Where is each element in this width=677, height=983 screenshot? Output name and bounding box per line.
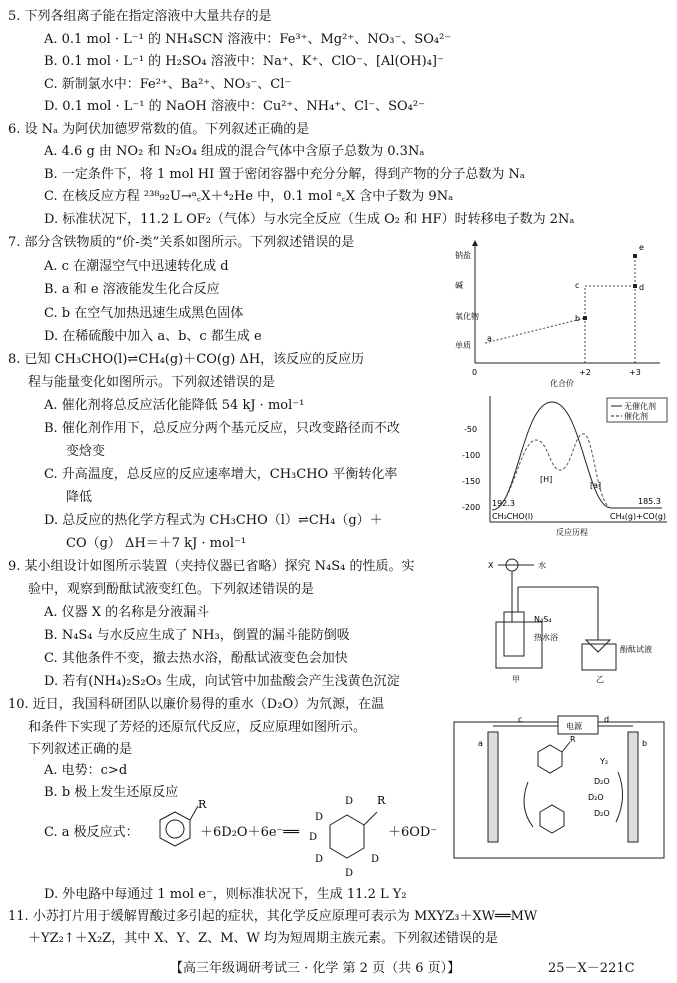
q11-stem-line1: 11. 小苏打片用于缓解胃酸过多引起的症状，其化学反应原理可表示为 MXYZ₃＋XW══MW bbox=[8, 909, 538, 924]
y-label-element: 单质 bbox=[455, 341, 471, 350]
energy-profile-figure bbox=[462, 392, 672, 542]
label-water: 水 bbox=[538, 561, 546, 570]
x-tick-0: 0 bbox=[472, 368, 478, 377]
d-bottom: D bbox=[345, 868, 354, 879]
d-lower-left: D bbox=[315, 854, 324, 865]
y-label-oxide: 氧化物 bbox=[455, 312, 479, 321]
intermediate-label-2: [a] bbox=[590, 481, 602, 490]
point-a: a bbox=[487, 334, 492, 343]
q6-option-c: C. 在核反应方程 ²³⁸₉₂U→ᵃ꜀X＋⁴₂He 中，0.1 mol ᵃ꜀X 含中子数为 9Nₐ bbox=[44, 189, 454, 204]
q5-stem: 5. 下列各组离子能在指定溶液中大量共存的是 bbox=[8, 9, 272, 24]
electrode-a: a bbox=[478, 739, 483, 748]
valence-class-figure bbox=[455, 238, 670, 388]
d-left: D bbox=[309, 832, 318, 843]
q5-option-c: C. 新制氯水中：Fe²⁺、Ba²⁺、NO₃⁻、Cl⁻ bbox=[44, 77, 292, 92]
q10-option-c-prefix: C. a 极反应式： bbox=[44, 825, 139, 840]
q7-option-b: B. a 和 e 溶液能发生化合反应 bbox=[44, 282, 220, 297]
q10-stem-line2: 和条件下实现了芳烃的还原氘代反应，反应原理如图所示。 bbox=[28, 720, 367, 735]
x-tick-3: +3 bbox=[629, 368, 641, 377]
point-e: e bbox=[639, 243, 644, 252]
product-label: CH₄(g)+CO(g) bbox=[610, 512, 667, 521]
q8-option-d-line1: D. 总反应的热化学方程式为 CH₃CHO（l）⇌CH₄（g）＋ bbox=[44, 513, 383, 528]
deuterated-cyclohexane bbox=[305, 790, 390, 890]
q5-option-d: D. 0.1 mol · L⁻¹ 的 NaOH 溶液中：Cu²⁺、NH₄⁺、Cl⁻、SO₄²⁻ bbox=[44, 99, 425, 114]
q8-option-b-line1: B. 催化剂作用下，总反应分两个基元反应，只改变路径而不改 bbox=[44, 421, 400, 436]
q7-stem: 7. 部分含铁物质的“价-类”关系如图所示。下列叙述错误的是 bbox=[8, 235, 355, 250]
terminal-c: c bbox=[518, 715, 523, 724]
y-tick-100: -100 bbox=[462, 451, 481, 460]
q9-option-a: A. 仪器 X 的名称是分液漏斗 bbox=[44, 605, 210, 620]
label-jia: 甲 bbox=[512, 675, 520, 684]
product-y2: Y₂ bbox=[600, 757, 609, 766]
q11-stem-line2: ＋YZ₂↑＋X₂Z，其中 X、Y、Z、M、W 均为短周期主族元素。下列叙述错误的是 bbox=[28, 931, 499, 946]
q8-option-a: A. 催化剂将总反应活化能降低 54 kJ · mol⁻¹ bbox=[44, 398, 305, 413]
y-tick-50: -50 bbox=[464, 425, 478, 434]
q7-option-c: C. b 在空气加热迅速生成黑色固体 bbox=[44, 306, 244, 321]
q6-stem: 6. 设 Nₐ 为阿伏加德罗常数的值。下列叙述正确的是 bbox=[8, 122, 310, 137]
label-phenolphthalein: 酚酞试液 bbox=[620, 645, 652, 654]
point-c: c bbox=[575, 281, 580, 290]
exam-code: 25－X－221C bbox=[548, 961, 635, 976]
legend-catalyst: 催化剂 bbox=[624, 412, 648, 421]
point-b: b bbox=[575, 314, 581, 323]
q6-option-b: B. 一定条件下，将 1 mol HI 置于密闭容器中充分分解，得到产物的分子总数为 Nₐ bbox=[44, 167, 525, 182]
label-x: X bbox=[488, 561, 494, 570]
q9-stem-line1: 9. 某小组设计如图所示装置（夹持仪器已省略）探究 N₄S₄ 的性质。实 bbox=[8, 559, 415, 574]
d2o-3: D₂O bbox=[594, 809, 610, 818]
d-top: D bbox=[345, 796, 354, 807]
q9-option-c: C. 其他条件不变，撤去热水浴，酚酞试液变色会加快 bbox=[44, 651, 348, 666]
q7-option-d: D. 在稀硫酸中加入 a、b、c 都生成 e bbox=[44, 329, 262, 344]
y-label-base: 碱 bbox=[455, 281, 463, 290]
energy-end-value: 185.3 bbox=[638, 497, 661, 506]
x-axis-title: 化合价 bbox=[550, 379, 574, 388]
d-lower-right: D bbox=[371, 854, 380, 865]
apparatus-figure bbox=[488, 552, 668, 687]
point-d: d bbox=[639, 283, 645, 292]
q8-option-c-line1: C. 升高温度，总反应的反应速率增大，CH₃CHO 平衡转化率 bbox=[44, 467, 398, 482]
q5-option-a: A. 0.1 mol · L⁻¹ 的 NH₄SCN 溶液中：Fe³⁺、Mg²⁺、NO₃⁻、SO₄²⁻ bbox=[44, 32, 452, 47]
page-footer: 【高三年级调研考试三 · 化学 第 2 页（共 6 页）】 bbox=[170, 961, 461, 976]
energy-start-value: 192.3 bbox=[492, 499, 515, 508]
x-axis-title: 反应历程 bbox=[556, 528, 588, 537]
q7-option-a: A. c 在潮湿空气中迅速转化成 d bbox=[44, 259, 229, 274]
q10-option-a: A. 电势：c>d bbox=[44, 763, 128, 778]
q6-option-d: D. 标准状况下，11.2 L OF₂（气体）与水完全反应（生成 O₂ 和 HF）时转移电子数为 2Nₐ bbox=[44, 212, 575, 227]
q10-option-d: D. 外电路中每通过 1 mol e⁻，则标准状况下，生成 11.2 L Y₂ bbox=[44, 887, 407, 902]
q8-stem-line1: 8. 已知 CH₃CHO(l)⇌CH₄(g)＋CO(g) ΔH，该反应的反应历 bbox=[8, 352, 365, 367]
legend-no-catalyst: 无催化剂 bbox=[624, 402, 656, 411]
q9-option-b: B. N₄S₄ 与水反应生成了 NH₃，倒置的漏斗能防倒吸 bbox=[44, 628, 350, 643]
q8-option-d-line2: CO（g） ΔH＝＋7 kJ · mol⁻¹ bbox=[66, 536, 247, 551]
q10-option-c-mid: ＋6D₂O＋6e⁻══ bbox=[200, 825, 300, 840]
y-tick-150: -150 bbox=[462, 477, 481, 486]
electrode-b: b bbox=[642, 739, 648, 748]
q10-option-b: B. b 极上发生还原反应 bbox=[44, 785, 179, 800]
substituent-r: R bbox=[198, 800, 207, 811]
label-hot-water-bath: 热水浴 bbox=[534, 633, 558, 642]
q10-stem-line1: 10. 近日，我国科研团队以廉价易得的重水（D₂O）为氘源，在温 bbox=[8, 697, 385, 712]
label-n4s4: N₄S₄ bbox=[534, 615, 552, 624]
q8-stem-line2: 程与能量变化如图所示。下列叙述错误的是 bbox=[28, 375, 276, 390]
d2o-2: D₂O bbox=[588, 793, 604, 802]
d-upper-left: D bbox=[315, 812, 324, 823]
y-label-sodium-salt: 钠盐 bbox=[455, 251, 471, 260]
q10-option-c-suffix: ＋6OD⁻ bbox=[388, 825, 438, 840]
q10-stem-line3: 下列叙述正确的是 bbox=[28, 742, 133, 757]
terminal-d: d bbox=[604, 715, 610, 724]
structure-r: R bbox=[377, 794, 386, 807]
intermediate-label: [H] bbox=[540, 475, 553, 484]
q6-option-a: A. 4.6 g 由 NO₂ 和 N₂O₄ 组成的混合气体中含原子总数为 0.3Nₐ bbox=[44, 144, 425, 159]
q5-option-b: B. 0.1 mol · L⁻¹ 的 H₂SO₄ 溶液中：Na⁺、K⁺、ClO⁻、[Al(OH)₄]⁻ bbox=[44, 54, 444, 69]
q8-option-c-line2: 降低 bbox=[66, 490, 93, 505]
y-tick-200: -200 bbox=[462, 503, 481, 512]
d2o-1: D₂O bbox=[594, 777, 610, 786]
electrolysis-figure bbox=[448, 712, 670, 862]
reactant-label: CH₃CHO(l) bbox=[492, 512, 534, 521]
power-source-label: 电源 bbox=[566, 722, 582, 731]
substituent-r-cell: R bbox=[570, 735, 576, 744]
x-tick-2: +2 bbox=[579, 368, 591, 377]
q9-stem-line2: 验中，观察到酚酞试液变红色。下列叙述错误的是 bbox=[28, 582, 315, 597]
label-yi: 乙 bbox=[596, 675, 604, 684]
q8-option-b-line2: 变焓变 bbox=[66, 444, 106, 459]
q9-option-d: D. 若有(NH₄)₂S₂O₃ 生成，向试管中加盐酸会产生浅黄色沉淀 bbox=[44, 674, 400, 689]
